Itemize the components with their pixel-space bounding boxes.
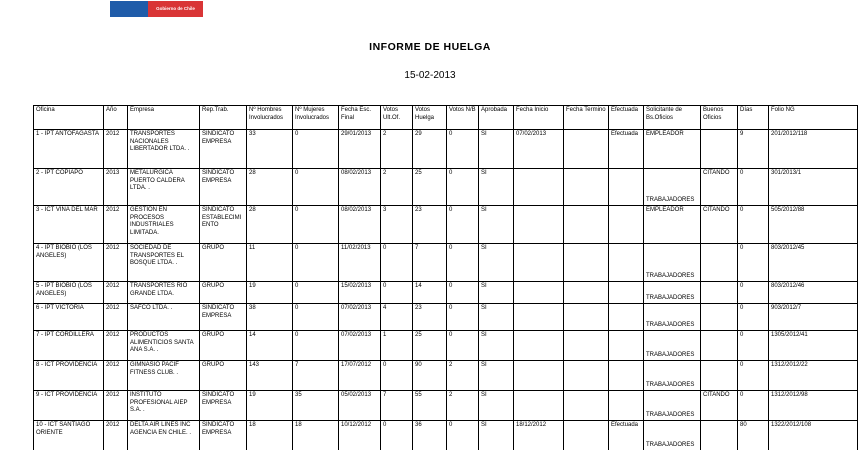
- column-header: Buenos Oficios: [701, 106, 738, 130]
- table-cell: SINDICATO ESTABLECIMIENTO: [200, 206, 247, 244]
- column-header: Nº Mujeres Involucrados: [293, 106, 339, 130]
- table-cell: 35: [293, 391, 339, 421]
- table-cell: [564, 304, 609, 331]
- table-cell: 9 - ICT PROVIDENCIA: [34, 391, 104, 421]
- table-cell: 0: [293, 331, 339, 361]
- table-cell: 90: [413, 361, 447, 391]
- table-cell: 38: [247, 304, 293, 331]
- column-header: Fecha Esc. Final: [339, 106, 381, 130]
- table-cell: GRUPO: [200, 244, 247, 282]
- table-cell: 0: [738, 361, 769, 391]
- table-cell: TRABAJADORES: [644, 244, 701, 282]
- table-cell: TRABAJADORES: [644, 361, 701, 391]
- table-cell: 23: [413, 304, 447, 331]
- table-cell: 0: [738, 244, 769, 282]
- table-cell: 143: [247, 361, 293, 391]
- table-cell: SI: [479, 361, 514, 391]
- table-row: [34, 244, 858, 282]
- column-header: Fecha Inicio: [514, 106, 564, 130]
- table-cell: [514, 282, 564, 304]
- table-cell: 4 - IPT BIOBIO (LOS ANGELES): [34, 244, 104, 282]
- table-cell: [514, 244, 564, 282]
- table-cell: [701, 244, 738, 282]
- huelga-table: [33, 105, 858, 450]
- table-cell: Efectuada: [609, 421, 644, 450]
- table-cell: [514, 331, 564, 361]
- page-title: INFORME DE HUELGA: [369, 41, 491, 53]
- table-cell: TRABAJADORES: [644, 331, 701, 361]
- table-cell: 8 - ICT PROVIDENCIA: [34, 361, 104, 391]
- table-cell: TRANSPORTES NACIONALES LIBERTADOR LTDA. .: [128, 130, 200, 169]
- table-cell: 3: [381, 206, 413, 244]
- table-cell: 2: [447, 391, 479, 421]
- table-cell: 7 - IPT CORDILLERA: [34, 331, 104, 361]
- table-cell: [564, 206, 609, 244]
- table-cell: Efectuada: [609, 130, 644, 169]
- table-cell: [564, 331, 609, 361]
- table-cell: 2 - IPT COPIAPO: [34, 169, 104, 206]
- table-cell: 80: [738, 421, 769, 450]
- table-cell: EMPLEADOR: [644, 206, 701, 244]
- table-cell: 07/02/2013: [339, 304, 381, 331]
- table-cell: 903/2012/7: [769, 304, 858, 331]
- table-header-row: [34, 106, 858, 130]
- column-header: Oficina: [34, 106, 104, 130]
- table-row: [34, 169, 858, 206]
- table-cell: 2: [381, 130, 413, 169]
- table-cell: 0: [293, 206, 339, 244]
- table-cell: 0: [293, 304, 339, 331]
- table-cell: 08/02/2013: [339, 206, 381, 244]
- table-cell: 07/02/2013: [339, 331, 381, 361]
- table-cell: 2012: [104, 391, 128, 421]
- column-header: Nº Hombres Involucrados: [247, 106, 293, 130]
- table-cell: 1: [381, 331, 413, 361]
- table-cell: CITANDO: [701, 391, 738, 421]
- table-cell: GRUPO: [200, 331, 247, 361]
- table-cell: 9: [738, 130, 769, 169]
- table-cell: [564, 169, 609, 206]
- table-cell: [514, 391, 564, 421]
- table-row: [34, 361, 858, 391]
- table-cell: 14: [247, 331, 293, 361]
- table-cell: 3 - ICT VIÑA DEL MAR: [34, 206, 104, 244]
- table-cell: 0: [381, 244, 413, 282]
- table-cell: 0: [738, 206, 769, 244]
- gobierno-de-chile-logo: [110, 1, 203, 17]
- column-header: Año: [104, 106, 128, 130]
- table-cell: 4: [381, 304, 413, 331]
- table-cell: SAFCO LTDA. .: [128, 304, 200, 331]
- table-cell: 25: [413, 169, 447, 206]
- logo-text: Gobierno de Chile: [156, 5, 195, 11]
- table-cell: GESTION EN PROCESOS INDUSTRIALES LIMITADA.: [128, 206, 200, 244]
- table-cell: 0: [447, 331, 479, 361]
- column-header: Rep.Trab.: [200, 106, 247, 130]
- table-cell: 0: [447, 304, 479, 331]
- table-cell: 0: [447, 244, 479, 282]
- table-cell: 29: [413, 130, 447, 169]
- table-cell: GRUPO: [200, 282, 247, 304]
- table-cell: 201/2012/118: [769, 130, 858, 169]
- table-cell: 19: [247, 282, 293, 304]
- table-cell: TRANSPORTES RIO GRANDE LTDA.: [128, 282, 200, 304]
- table-cell: 0: [738, 304, 769, 331]
- table-cell: 7: [293, 361, 339, 391]
- table-cell: 14: [413, 282, 447, 304]
- table-row: [34, 206, 858, 244]
- table-cell: 0: [738, 331, 769, 361]
- table-cell: [514, 304, 564, 331]
- table-cell: TRABAJADORES: [644, 304, 701, 331]
- table-cell: 505/2012/88: [769, 206, 858, 244]
- table-cell: 803/2012/46: [769, 282, 858, 304]
- table-cell: 18: [247, 421, 293, 450]
- table-cell: 1312/2012/22: [769, 361, 858, 391]
- table-cell: METALURGICA PUERTO CALDERA LTDA. .: [128, 169, 200, 206]
- table-cell: SINDICATO EMPRESA: [200, 169, 247, 206]
- table-cell: 0: [447, 169, 479, 206]
- logo-flag-blue: [110, 1, 148, 17]
- column-header: Solicitante de Bs.Oficios: [644, 106, 701, 130]
- table-cell: 2: [447, 361, 479, 391]
- table-cell: 15/02/2013: [339, 282, 381, 304]
- table-cell: SI: [479, 304, 514, 331]
- table-body: [34, 130, 858, 450]
- table-cell: [701, 331, 738, 361]
- table-cell: DELTA AIR LINES INC AGENCIA EN CHILE. .: [128, 421, 200, 450]
- table-cell: 0: [293, 130, 339, 169]
- table-cell: 33: [247, 130, 293, 169]
- table-cell: [609, 304, 644, 331]
- table-cell: SI: [479, 282, 514, 304]
- table-cell: [609, 361, 644, 391]
- table-cell: 0: [293, 244, 339, 282]
- table-cell: 2012: [104, 361, 128, 391]
- table-cell: 0: [381, 282, 413, 304]
- table-cell: 11/02/2013: [339, 244, 381, 282]
- table-row: [34, 304, 858, 331]
- table-cell: 2012: [104, 282, 128, 304]
- table-cell: 28: [247, 169, 293, 206]
- table-cell: 29/01/2013: [339, 130, 381, 169]
- table-cell: 2012: [104, 244, 128, 282]
- table-row: [34, 331, 858, 361]
- table-cell: SI: [479, 169, 514, 206]
- table-cell: 19: [247, 391, 293, 421]
- column-header: Votos N/B: [447, 106, 479, 130]
- table-cell: 0: [381, 361, 413, 391]
- column-header: Votos Ult.Of.: [381, 106, 413, 130]
- table-cell: [564, 421, 609, 450]
- table-cell: 7: [381, 391, 413, 421]
- table-cell: 0: [738, 169, 769, 206]
- table-cell: 0: [293, 169, 339, 206]
- table-row: [34, 421, 858, 450]
- table-cell: [701, 421, 738, 450]
- table-cell: 1305/2012/41: [769, 331, 858, 361]
- logo-flag-red: [148, 1, 203, 17]
- table-cell: [564, 391, 609, 421]
- table-cell: 301/2013/1: [769, 169, 858, 206]
- table-cell: 5 - IPT BIOBIO (LOS ANGELES): [34, 282, 104, 304]
- table-cell: SINDICATO EMPRESA: [200, 130, 247, 169]
- table-cell: 6 - IPT VICTORIA: [34, 304, 104, 331]
- table-cell: 17/07/2012: [339, 361, 381, 391]
- table-cell: GIMNASIO PACIF FITNESS CLUB. .: [128, 361, 200, 391]
- table-cell: SINDICATO EMPRESA: [200, 304, 247, 331]
- table-cell: [701, 282, 738, 304]
- table-cell: [514, 361, 564, 391]
- table-cell: 1 - IPT ANTOFAGASTA: [34, 130, 104, 169]
- table-cell: SI: [479, 244, 514, 282]
- table-cell: 36: [413, 421, 447, 450]
- table-cell: 2012: [104, 304, 128, 331]
- table-cell: [609, 391, 644, 421]
- table-cell: 1312/2012/98: [769, 391, 858, 421]
- table-cell: 18: [293, 421, 339, 450]
- table-header: [34, 106, 858, 130]
- table-cell: TRABAJADORES: [644, 421, 701, 450]
- table-cell: 2012: [104, 421, 128, 450]
- column-header: Efectuada: [609, 106, 644, 130]
- report-date: 15-02-2013: [404, 70, 456, 81]
- table-cell: 0: [738, 282, 769, 304]
- table-cell: 0: [447, 130, 479, 169]
- table-cell: 10/12/2012: [339, 421, 381, 450]
- table-row: [34, 130, 858, 169]
- table-cell: 2012: [104, 130, 128, 169]
- table-cell: 10 - ICT SANTIAGO ORIENTE: [34, 421, 104, 450]
- table-cell: [701, 361, 738, 391]
- table-row: [34, 391, 858, 421]
- table-cell: [609, 244, 644, 282]
- table-cell: GRUPO: [200, 361, 247, 391]
- table-cell: [514, 206, 564, 244]
- column-header: Folio NG: [769, 106, 858, 130]
- table-cell: SI: [479, 391, 514, 421]
- table-cell: 0: [447, 206, 479, 244]
- table-cell: 05/02/2013: [339, 391, 381, 421]
- table-cell: [514, 169, 564, 206]
- table-cell: [701, 304, 738, 331]
- table-cell: [701, 130, 738, 169]
- table-cell: [609, 169, 644, 206]
- table-cell: [564, 282, 609, 304]
- table-cell: 2012: [104, 206, 128, 244]
- table-cell: [609, 206, 644, 244]
- table-cell: 2: [381, 169, 413, 206]
- table-cell: INSTITUTO PROFESIONAL AIEP S.A. .: [128, 391, 200, 421]
- table-row: [34, 282, 858, 304]
- table-cell: 803/2012/45: [769, 244, 858, 282]
- table-cell: 0: [447, 282, 479, 304]
- table-cell: 0: [293, 282, 339, 304]
- table-cell: SOCIEDAD DE TRANSPORTES EL BOSQUE LTDA. .: [128, 244, 200, 282]
- column-header: Votos Huelga: [413, 106, 447, 130]
- column-header: Días: [738, 106, 769, 130]
- column-header: Empresa: [128, 106, 200, 130]
- table-cell: TRABAJADORES: [644, 391, 701, 421]
- table-cell: 0: [738, 391, 769, 421]
- table-cell: [609, 331, 644, 361]
- table-cell: 23: [413, 206, 447, 244]
- table-cell: SI: [479, 130, 514, 169]
- table-cell: CITANDO: [701, 169, 738, 206]
- table-cell: SI: [479, 331, 514, 361]
- table-cell: CITANDO: [701, 206, 738, 244]
- table-cell: TRABAJADORES: [644, 282, 701, 304]
- table-cell: 18/12/2012: [514, 421, 564, 450]
- table-cell: [564, 361, 609, 391]
- table-cell: [609, 282, 644, 304]
- table-cell: SINDICATO EMPRESA: [200, 391, 247, 421]
- table-cell: 28: [247, 206, 293, 244]
- table-cell: 08/02/2013: [339, 169, 381, 206]
- table-cell: 11: [247, 244, 293, 282]
- table-cell: 0: [381, 421, 413, 450]
- table-cell: SI: [479, 206, 514, 244]
- table-cell: 2013: [104, 169, 128, 206]
- table-cell: SI: [479, 421, 514, 450]
- table-cell: 0: [447, 421, 479, 450]
- table-cell: [564, 244, 609, 282]
- table-cell: TRABAJADORES: [644, 169, 701, 206]
- table-cell: 25: [413, 331, 447, 361]
- table-cell: SINDICATO EMPRESA: [200, 421, 247, 450]
- table-cell: 1322/2012/108: [769, 421, 858, 450]
- table-cell: 7: [413, 244, 447, 282]
- table-cell: 2012: [104, 331, 128, 361]
- column-header: Fecha Termino: [564, 106, 609, 130]
- table-cell: 07/02/2013: [514, 130, 564, 169]
- column-header: Aprobada: [479, 106, 514, 130]
- table-cell: [564, 130, 609, 169]
- table-cell: 55: [413, 391, 447, 421]
- table-cell: PRODUCTOS ALIMENTICIOS SANTA ANA S.A. .: [128, 331, 200, 361]
- table-cell: EMPLEADOR: [644, 130, 701, 169]
